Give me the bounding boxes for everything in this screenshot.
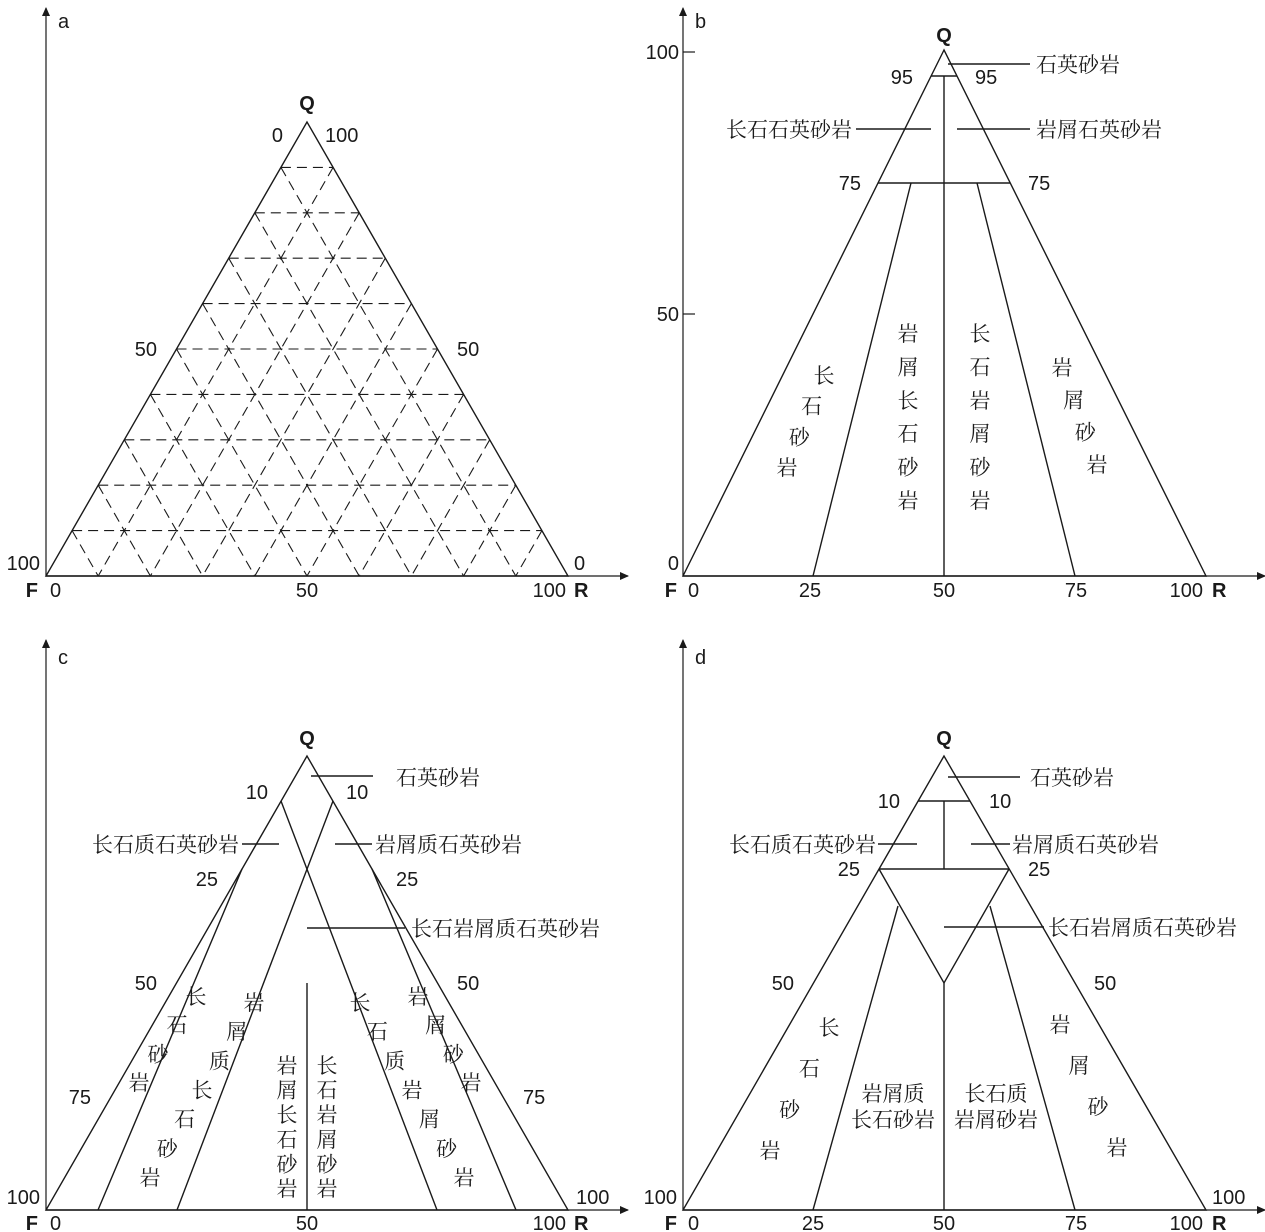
panel-d-apex-q: Q	[936, 728, 952, 750]
panel-d-x75: 75	[1064, 1213, 1088, 1232]
panel-c-feld-lith-char: 砂	[316, 1152, 338, 1177]
panel-c-lith-feld-char: 岩	[276, 1054, 298, 1078]
panel-b-arkose-char: 石	[801, 394, 823, 419]
panel-b-feld-litharenite-char: 长	[969, 322, 991, 346]
panel-c-vertex-r: R	[574, 1213, 589, 1232]
panel-c-lith-feld-char: 屑	[276, 1078, 298, 1103]
panel-c-feld-lith-char: 石	[316, 1078, 338, 1103]
panel-d-arkose-char: 长	[818, 1016, 840, 1040]
panel-b-vertex-r: R	[1212, 580, 1227, 602]
panel-c-letter: c	[58, 647, 68, 669]
panel-d-lithic-arkose-line1: 岩屑质	[861, 1082, 925, 1106]
panel-a-left-bottom-label: 100	[6, 553, 40, 575]
panel-c-feld-litharenite-char: 质	[384, 1049, 406, 1074]
panel-d-arkose-label	[760, 1016, 840, 1163]
panel-b-feld-litharenite-char: 岩	[969, 489, 991, 513]
panel-d-feld-quartz-label: 长石质石英砂岩	[729, 833, 876, 857]
panel-a-x50: 50	[295, 580, 319, 602]
panel-d-litharenite-char: 砂	[1087, 1095, 1109, 1119]
panel-a-left-mid-label: 50	[134, 339, 157, 361]
panel-c-feld-litharenite-char: 砂	[436, 1136, 458, 1161]
panel-c-arkose-char: 岩	[128, 1071, 150, 1095]
panel-b-y0: 0	[667, 553, 679, 575]
panel-c-right-bottom-label: 100	[576, 1187, 610, 1209]
panel-b-right-75: 75	[1028, 173, 1051, 195]
panel-c-x100: 100	[532, 1213, 566, 1232]
panel-d-letter: d	[695, 647, 707, 669]
panel-a-vertex-r: R	[574, 580, 589, 602]
panel-c-lith-feld-char: 长	[276, 1103, 298, 1128]
panel-d-litharenite-label	[1050, 1013, 1128, 1160]
panel-c-feld-litharenite-char: 岩	[453, 1166, 475, 1190]
panel-a-apex-q: Q	[299, 93, 315, 115]
panel-a-grid-line	[98, 167, 333, 576]
panel-b-lithic-arkose-label	[898, 322, 920, 513]
panel-b-lithic-arkose-char: 长	[897, 388, 919, 413]
panel-d-quartz-label: 石英砂岩	[1030, 766, 1114, 790]
panel-c-feld-quartz-label: 长石质石英砂岩	[92, 833, 239, 857]
panel-b-lith-quartz-label: 岩屑石英砂岩	[1036, 118, 1162, 142]
panel-a-grid-line	[281, 167, 516, 576]
panel-c-x0: 0	[50, 1213, 62, 1232]
panel-b-litharenite-char: 屑	[1063, 388, 1085, 413]
panel-d-x50: 50	[932, 1213, 956, 1232]
panel-b-lithic-arkose-char: 屑	[897, 355, 919, 380]
panel-a-grid-line	[229, 258, 412, 576]
panel-d-right-25: 25	[1028, 859, 1051, 881]
panel-b-apex-q: Q	[936, 25, 952, 47]
panel-b-feld-litharenite-char: 石	[969, 355, 991, 380]
panel-d-inner-wedge	[879, 869, 1009, 983]
panel-b-feld-quartz-label: 长石石英砂岩	[726, 118, 852, 142]
panel-c-feld-lith-char: 岩	[316, 1103, 338, 1128]
panel-b-x0: 0	[688, 580, 700, 602]
panel-a-grid-line	[411, 440, 489, 576]
panel-c-arkose-char: 长	[185, 985, 207, 1009]
panel-d-litharenite-char: 屑	[1068, 1054, 1090, 1078]
panel-c-feld-litharenite-char: 石	[366, 1020, 388, 1045]
panel-b-y50: 50	[656, 304, 679, 326]
panel-c-lithic-arkose-char: 屑	[226, 1020, 248, 1045]
panel-c-right-50: 50	[457, 973, 480, 995]
panel-c-feld-lith-char: 屑	[316, 1127, 338, 1152]
panel-b-litharenite-char: 岩	[1086, 453, 1108, 477]
panel-d-feld-litharenite-line1: 长石质	[964, 1082, 1028, 1106]
panel-d-left-50: 50	[771, 973, 794, 995]
panel-c-feld-lith-char: 岩	[316, 1177, 338, 1201]
panel-c-litharenite-char: 岩	[460, 1071, 482, 1095]
panel-d-left-25: 25	[837, 859, 860, 881]
panel-b-right-95: 95	[975, 67, 998, 89]
panel-d-feld-lith-quartz-label: 长石岩屑质石英砂岩	[1048, 916, 1237, 940]
panel-b-lithic-arkose-char: 岩	[897, 322, 919, 346]
panel-a-grid-line	[124, 440, 202, 576]
panel-c-lithic-arkose-char: 砂	[156, 1136, 178, 1161]
panel-b-lithic-arkose-char: 石	[897, 422, 919, 447]
panel-c-left-bottom-label: 100	[6, 1187, 40, 1209]
panel-c-x50: 50	[295, 1213, 319, 1232]
panel-c-lithic-arkose-char: 岩	[243, 991, 265, 1015]
panel-c-litharenite-char: 岩	[407, 985, 429, 1009]
panel-c-lithic-arkose-char: 质	[208, 1049, 230, 1074]
panel-c-lith-feld-char: 石	[276, 1127, 298, 1152]
panel-c-feld-litharenite-char: 长	[349, 991, 371, 1015]
panel-b-x75: 75	[1064, 580, 1088, 602]
panel-d-left-bottom-label: 100	[643, 1187, 677, 1209]
panel-d-line-left-25	[813, 906, 898, 1210]
panel-a-grid-line	[516, 531, 542, 576]
panel-a-grid-line	[72, 531, 98, 576]
panel-b-x50: 50	[932, 580, 956, 602]
panel-b-arkose-char: 长	[813, 364, 835, 388]
panel-b-litharenite-char: 岩	[1051, 356, 1073, 380]
panel-b-feldspathic-litharenite-label	[970, 322, 992, 513]
panel-b-feld-litharenite-char: 砂	[969, 455, 991, 480]
panel-d-lithic-arkose-line2: 长石砂岩	[851, 1108, 935, 1132]
panel-b-x25: 25	[798, 580, 822, 602]
panel-c-right-25: 25	[396, 869, 419, 891]
panel-b	[646, 8, 1265, 602]
panel-d-x0: 0	[688, 1213, 700, 1232]
panel-d	[644, 640, 1265, 1232]
panel-d-litharenite-char: 岩	[1049, 1013, 1071, 1037]
panel-c-litharenite-char: 屑	[425, 1013, 447, 1038]
panel-b-feld-litharenite-char: 岩	[969, 388, 991, 413]
panel-c-feld-lith-label	[317, 1054, 339, 1201]
panel-c-right-75: 75	[523, 1087, 546, 1109]
panel-a-vertex-f: F	[25, 580, 38, 602]
panel-d-lith-quartz-label: 岩屑质石英砂岩	[1012, 833, 1159, 857]
panel-b-arkose-label	[777, 364, 835, 480]
panel-c-lith-feld-char: 岩	[276, 1177, 298, 1201]
panel-d-x25: 25	[801, 1213, 825, 1232]
panel-c-left-25: 25	[195, 869, 218, 891]
panel-b-lithic-arkose-char: 砂	[897, 455, 919, 480]
panel-a-grid-line	[203, 258, 386, 576]
panel-a-x0: 0	[50, 580, 62, 602]
panel-c-lith-feld-label	[277, 1054, 299, 1201]
panel-a-grid-line	[177, 349, 308, 576]
panel-b-arkose-char: 砂	[788, 425, 810, 450]
panel-a-x100: 100	[532, 580, 566, 602]
panel-b-litharenite-label	[1052, 356, 1108, 477]
panel-d-x100: 100	[1169, 1213, 1203, 1232]
panel-a-right-top-label: 100	[325, 125, 359, 147]
panel-c-vertex-f: F	[25, 1213, 38, 1232]
panel-d-line-right-75	[990, 906, 1075, 1210]
panel-b-vertex-f: F	[664, 580, 677, 602]
panel-b-left-95: 95	[890, 67, 913, 89]
panel-d-arkose-char: 砂	[779, 1098, 801, 1122]
panel-c-left-10: 10	[245, 782, 268, 804]
panel-b-feld-litharenite-char: 屑	[969, 422, 991, 447]
panel-a-grid	[72, 167, 542, 576]
panel-c-feld-lith-char: 长	[316, 1054, 338, 1078]
panel-c-arkose-char: 石	[166, 1013, 188, 1038]
panel-d-arkose-char: 岩	[759, 1139, 781, 1163]
panel-a-right-bottom-label: 0	[574, 553, 586, 575]
panel-b-left-75: 75	[838, 173, 861, 195]
panel-b-y100: 100	[645, 42, 679, 64]
panel-c-feld-litharenite-char: 岩	[401, 1078, 423, 1103]
panel-a-left-top-label: 0	[271, 125, 283, 147]
panel-c-feldspathic-litharenite-label	[350, 991, 475, 1190]
panel-c-left-75: 75	[68, 1087, 91, 1109]
panel-b-letter: b	[695, 11, 707, 33]
panel-d-left-10: 10	[877, 791, 900, 813]
panel-d-vertex-r: R	[1212, 1213, 1227, 1232]
panel-b-x100: 100	[1169, 580, 1203, 602]
panel-c-lith-quartz-label: 岩屑质石英砂岩	[375, 833, 522, 857]
panel-c-left-50: 50	[134, 973, 157, 995]
panel-c-apex-q: Q	[299, 728, 315, 750]
panel-c-lithic-arkose-label	[140, 991, 265, 1190]
panel-c-lith-feld-char: 砂	[276, 1152, 298, 1177]
panel-d-right-10: 10	[989, 791, 1012, 813]
panel-b-lithic-arkose-char: 岩	[897, 489, 919, 513]
panel-d-vertex-f: F	[664, 1213, 677, 1232]
panel-c-litharenite-char: 砂	[442, 1042, 464, 1067]
panel-b-litharenite-char: 砂	[1074, 420, 1096, 445]
panel-c-right-10: 10	[346, 782, 369, 804]
panel-c-feld-lith-quartz-label: 长石岩屑质石英砂岩	[411, 917, 600, 941]
panel-b-arkose-char: 岩	[776, 456, 798, 480]
panel-d-right-bottom-label: 100	[1212, 1187, 1246, 1209]
panel-d-right-50: 50	[1094, 973, 1117, 995]
panel-a-right-mid-label: 50	[457, 339, 480, 361]
panel-c-lithic-arkose-char: 岩	[139, 1166, 161, 1190]
panel-d-arkose-char: 石	[798, 1057, 820, 1081]
panel-c-lithic-arkose-char: 石	[174, 1107, 196, 1132]
panel-c	[7, 640, 628, 1232]
panel-d-litharenite-char: 岩	[1106, 1136, 1128, 1160]
panel-c-lithic-arkose-char: 长	[191, 1078, 213, 1103]
panel-d-feld-litharenite-line2: 岩屑砂岩	[954, 1108, 1038, 1132]
panel-b-quartz-label: 石英砂岩	[1036, 53, 1120, 77]
panel-c-arkose-char: 砂	[147, 1042, 169, 1067]
panel-a-letter: a	[58, 11, 70, 33]
panel-a-grid-line	[307, 349, 438, 576]
panel-c-feld-litharenite-char: 屑	[418, 1107, 440, 1132]
panel-a	[7, 8, 628, 602]
panel-c-quartz-label: 石英砂岩	[396, 766, 480, 790]
